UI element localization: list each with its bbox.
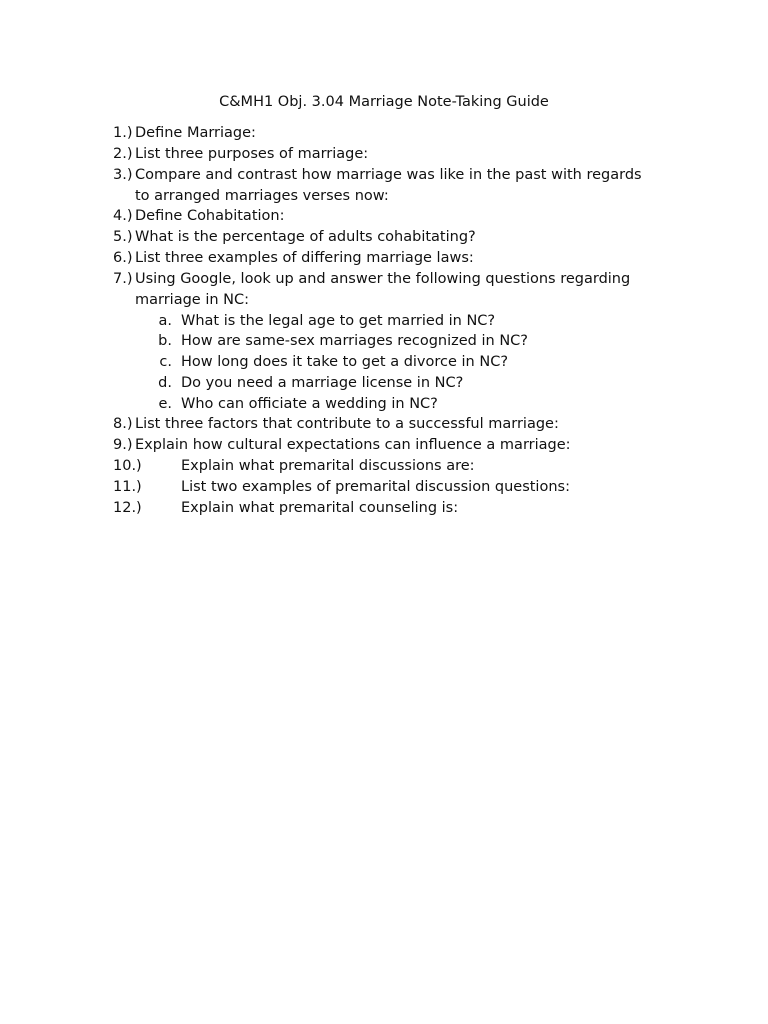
sub-item-letter: c. xyxy=(159,354,172,370)
item-number: 12.) xyxy=(113,500,142,516)
item-text: Compare and contrast how marriage was like in the past with regards xyxy=(135,167,642,183)
sub-item-text: Who can officiate a wedding in NC? xyxy=(181,396,438,412)
page-title: C&MH1 Obj. 3.04 Marriage Note-Taking Guide xyxy=(219,94,549,110)
item-text: Explain what premarital discussions are: xyxy=(181,458,475,474)
item-text: Explain what premarital counseling is: xyxy=(181,500,459,516)
item-text: List three purposes of marriage: xyxy=(135,146,369,162)
sub-item-text: Do you need a marriage license in NC? xyxy=(181,375,464,391)
item-text: List three factors that contribute to a successful marriage: xyxy=(135,416,559,432)
item-text: Define Cohabitation: xyxy=(135,208,285,224)
sub-item-letter: a. xyxy=(158,313,172,329)
sub-item-text: What is the legal age to get married in NC? xyxy=(181,313,496,329)
item-number: 10.) xyxy=(113,458,142,474)
item-number: 8.) xyxy=(113,416,133,432)
item-text: List two examples of premarital discussion questions: xyxy=(181,479,570,495)
sub-item-letter: e. xyxy=(158,396,172,412)
sub-item-text: How are same-sex marriages recognized in NC? xyxy=(181,333,528,349)
sub-item-letter: d. xyxy=(158,375,172,391)
item-number: 7.) xyxy=(113,271,133,287)
item-text: Explain how cultural expectations can influence a marriage: xyxy=(135,437,571,453)
item-text: Using Google, look up and answer the following questions regarding xyxy=(135,271,631,287)
item-number: 11.) xyxy=(113,479,142,495)
item-number: 3.) xyxy=(113,167,133,183)
item-text: Define Marriage: xyxy=(135,125,256,141)
item-text: marriage in NC: xyxy=(135,292,250,308)
item-number: 6.) xyxy=(113,250,133,266)
item-number: 2.) xyxy=(113,146,133,162)
item-number: 9.) xyxy=(113,437,133,453)
item-number: 4.) xyxy=(113,208,133,224)
item-text: What is the percentage of adults cohabitating? xyxy=(135,229,476,245)
item-text: List three examples of differing marriage laws: xyxy=(135,250,474,266)
item-text: to arranged marriages verses now: xyxy=(135,188,389,204)
item-number: 5.) xyxy=(113,229,133,245)
sub-item-letter: b. xyxy=(158,333,172,349)
item-number: 1.) xyxy=(113,125,133,141)
sub-item-text: How long does it take to get a divorce in NC? xyxy=(181,354,509,370)
